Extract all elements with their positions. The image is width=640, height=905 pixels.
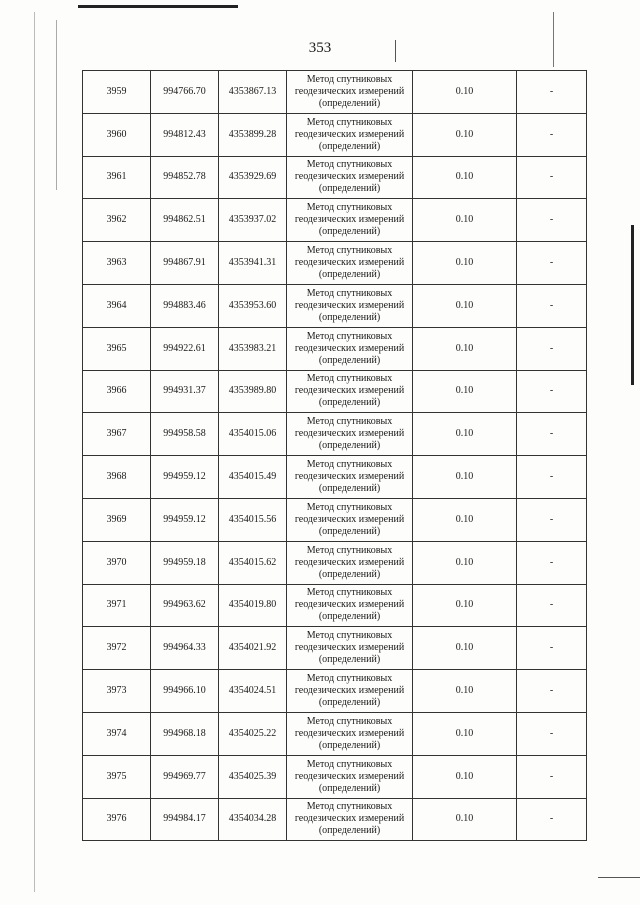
- note-cell: -: [517, 798, 587, 841]
- point-number-cell: 3971: [83, 584, 151, 627]
- y-coordinate-cell: 4354015.06: [219, 413, 287, 456]
- y-coordinate-cell: 4354021.92: [219, 627, 287, 670]
- accuracy-cell: 0.10: [413, 627, 517, 670]
- y-coordinate-cell: 4353867.13: [219, 71, 287, 114]
- y-coordinate-cell: 4354025.39: [219, 755, 287, 798]
- y-coordinate-cell: 4354015.49: [219, 456, 287, 499]
- table-row: [83, 541, 587, 584]
- method-cell: Метод спутниковых геодезических измерений (определений): [287, 627, 413, 670]
- accuracy-cell: 0.10: [413, 370, 517, 413]
- point-number-cell: 3967: [83, 413, 151, 456]
- table-row: [83, 156, 587, 199]
- y-coordinate-cell: 4354034.28: [219, 798, 287, 841]
- point-number-cell: 3975: [83, 755, 151, 798]
- scan-left-edge: [34, 12, 35, 892]
- point-number-cell: 3963: [83, 242, 151, 285]
- note-cell: -: [517, 456, 587, 499]
- y-coordinate-cell: 4353941.31: [219, 242, 287, 285]
- point-number-cell: 3973: [83, 670, 151, 713]
- point-number-cell: 3968: [83, 456, 151, 499]
- y-coordinate-cell: 4353983.21: [219, 327, 287, 370]
- method-cell: Метод спутниковых геодезических измерений (определений): [287, 199, 413, 242]
- point-number-cell: 3966: [83, 370, 151, 413]
- method-cell: Метод спутниковых геодезических измерений (определений): [287, 541, 413, 584]
- point-number-cell: 3970: [83, 541, 151, 584]
- accuracy-cell: 0.10: [413, 284, 517, 327]
- note-cell: -: [517, 327, 587, 370]
- table-row: [83, 113, 587, 156]
- method-cell: Метод спутниковых геодезических измерений (определений): [287, 456, 413, 499]
- x-coordinate-cell: 994969.77: [151, 755, 219, 798]
- table-row: [83, 242, 587, 285]
- accuracy-cell: 0.10: [413, 584, 517, 627]
- note-cell: -: [517, 71, 587, 114]
- x-coordinate-cell: 994922.61: [151, 327, 219, 370]
- accuracy-cell: 0.10: [413, 199, 517, 242]
- page-number: 353: [308, 40, 332, 56]
- y-coordinate-cell: 4353899.28: [219, 113, 287, 156]
- x-coordinate-cell: 994852.78: [151, 156, 219, 199]
- x-coordinate-cell: 994867.91: [151, 242, 219, 285]
- table-row: [83, 71, 587, 114]
- table-row: [83, 456, 587, 499]
- y-coordinate-cell: 4353929.69: [219, 156, 287, 199]
- table-row: [83, 798, 587, 841]
- table-row: [83, 199, 587, 242]
- method-cell: Метод спутниковых геодезических измерений (определений): [287, 156, 413, 199]
- note-cell: -: [517, 199, 587, 242]
- table-row: [83, 670, 587, 713]
- method-cell: Метод спутниковых геодезических измерений (определений): [287, 712, 413, 755]
- table-row: [83, 284, 587, 327]
- point-number-cell: 3962: [83, 199, 151, 242]
- x-coordinate-cell: 994959.12: [151, 498, 219, 541]
- accuracy-cell: 0.10: [413, 541, 517, 584]
- x-coordinate-cell: 994931.37: [151, 370, 219, 413]
- table-row: [83, 627, 587, 670]
- accuracy-cell: 0.10: [413, 456, 517, 499]
- point-number-cell: 3972: [83, 627, 151, 670]
- point-number-cell: 3969: [83, 498, 151, 541]
- scan-bottom-rule: [598, 877, 640, 878]
- y-coordinate-cell: 4354015.62: [219, 541, 287, 584]
- method-cell: Метод спутниковых геодезических измерений (определений): [287, 413, 413, 456]
- method-cell: Метод спутниковых геодезических измерений (определений): [287, 71, 413, 114]
- point-number-cell: 3976: [83, 798, 151, 841]
- x-coordinate-cell: 994959.12: [151, 456, 219, 499]
- method-cell: Метод спутниковых геодезических измерений (определений): [287, 798, 413, 841]
- note-cell: -: [517, 156, 587, 199]
- accuracy-cell: 0.10: [413, 670, 517, 713]
- scan-top-rule: [78, 5, 238, 8]
- table-row: [83, 712, 587, 755]
- method-cell: Метод спутниковых геодезических измерений (определений): [287, 370, 413, 413]
- accuracy-cell: 0.10: [413, 242, 517, 285]
- accuracy-cell: 0.10: [413, 498, 517, 541]
- table-row: [83, 498, 587, 541]
- note-cell: -: [517, 370, 587, 413]
- table-row: [83, 413, 587, 456]
- x-coordinate-cell: 994966.10: [151, 670, 219, 713]
- point-number-cell: 3961: [83, 156, 151, 199]
- y-coordinate-cell: 4354015.56: [219, 498, 287, 541]
- y-coordinate-cell: 4354024.51: [219, 670, 287, 713]
- point-number-cell: 3964: [83, 284, 151, 327]
- table-row: [83, 370, 587, 413]
- method-cell: Метод спутниковых геодезических измерений (определений): [287, 498, 413, 541]
- x-coordinate-cell: 994766.70: [151, 71, 219, 114]
- method-cell: Метод спутниковых геодезических измерений (определений): [287, 284, 413, 327]
- note-cell: -: [517, 755, 587, 798]
- note-cell: -: [517, 413, 587, 456]
- x-coordinate-cell: 994812.43: [151, 113, 219, 156]
- note-cell: -: [517, 498, 587, 541]
- note-cell: -: [517, 584, 587, 627]
- point-number-cell: 3974: [83, 712, 151, 755]
- note-cell: -: [517, 284, 587, 327]
- accuracy-cell: 0.10: [413, 798, 517, 841]
- x-coordinate-cell: 994963.62: [151, 584, 219, 627]
- point-number-cell: 3965: [83, 327, 151, 370]
- x-coordinate-cell: 994984.17: [151, 798, 219, 841]
- y-coordinate-cell: 4354025.22: [219, 712, 287, 755]
- method-cell: Метод спутниковых геодезических измерений (определений): [287, 584, 413, 627]
- point-number-cell: 3960: [83, 113, 151, 156]
- y-coordinate-cell: 4354019.80: [219, 584, 287, 627]
- x-coordinate-cell: 994958.58: [151, 413, 219, 456]
- accuracy-cell: 0.10: [413, 156, 517, 199]
- accuracy-cell: 0.10: [413, 327, 517, 370]
- note-cell: -: [517, 113, 587, 156]
- accuracy-cell: 0.10: [413, 413, 517, 456]
- method-cell: Метод спутниковых геодезических измерений (определений): [287, 670, 413, 713]
- table-row: [83, 755, 587, 798]
- table-row: [83, 327, 587, 370]
- coordinates-table: [82, 70, 587, 841]
- method-cell: Метод спутниковых геодезических измерений (определений): [287, 113, 413, 156]
- method-cell: Метод спутниковых геодезических измерений (определений): [287, 242, 413, 285]
- x-coordinate-cell: 994862.51: [151, 199, 219, 242]
- note-cell: -: [517, 242, 587, 285]
- accuracy-cell: 0.10: [413, 113, 517, 156]
- method-cell: Метод спутниковых геодезических измерений (определений): [287, 755, 413, 798]
- accuracy-cell: 0.10: [413, 712, 517, 755]
- coordinates-table-body: [83, 71, 587, 841]
- note-cell: -: [517, 627, 587, 670]
- accuracy-cell: 0.10: [413, 71, 517, 114]
- y-coordinate-cell: 4353989.80: [219, 370, 287, 413]
- note-cell: -: [517, 670, 587, 713]
- accuracy-cell: 0.10: [413, 755, 517, 798]
- note-cell: -: [517, 712, 587, 755]
- x-coordinate-cell: 994883.46: [151, 284, 219, 327]
- method-cell: Метод спутниковых геодезических измерений (определений): [287, 327, 413, 370]
- table-row: [83, 584, 587, 627]
- x-coordinate-cell: 994968.18: [151, 712, 219, 755]
- x-coordinate-cell: 994964.33: [151, 627, 219, 670]
- x-coordinate-cell: 994959.18: [151, 541, 219, 584]
- y-coordinate-cell: 4353953.60: [219, 284, 287, 327]
- y-coordinate-cell: 4353937.02: [219, 199, 287, 242]
- point-number-cell: 3959: [83, 71, 151, 114]
- note-cell: -: [517, 541, 587, 584]
- scan-right-bar: [631, 225, 634, 385]
